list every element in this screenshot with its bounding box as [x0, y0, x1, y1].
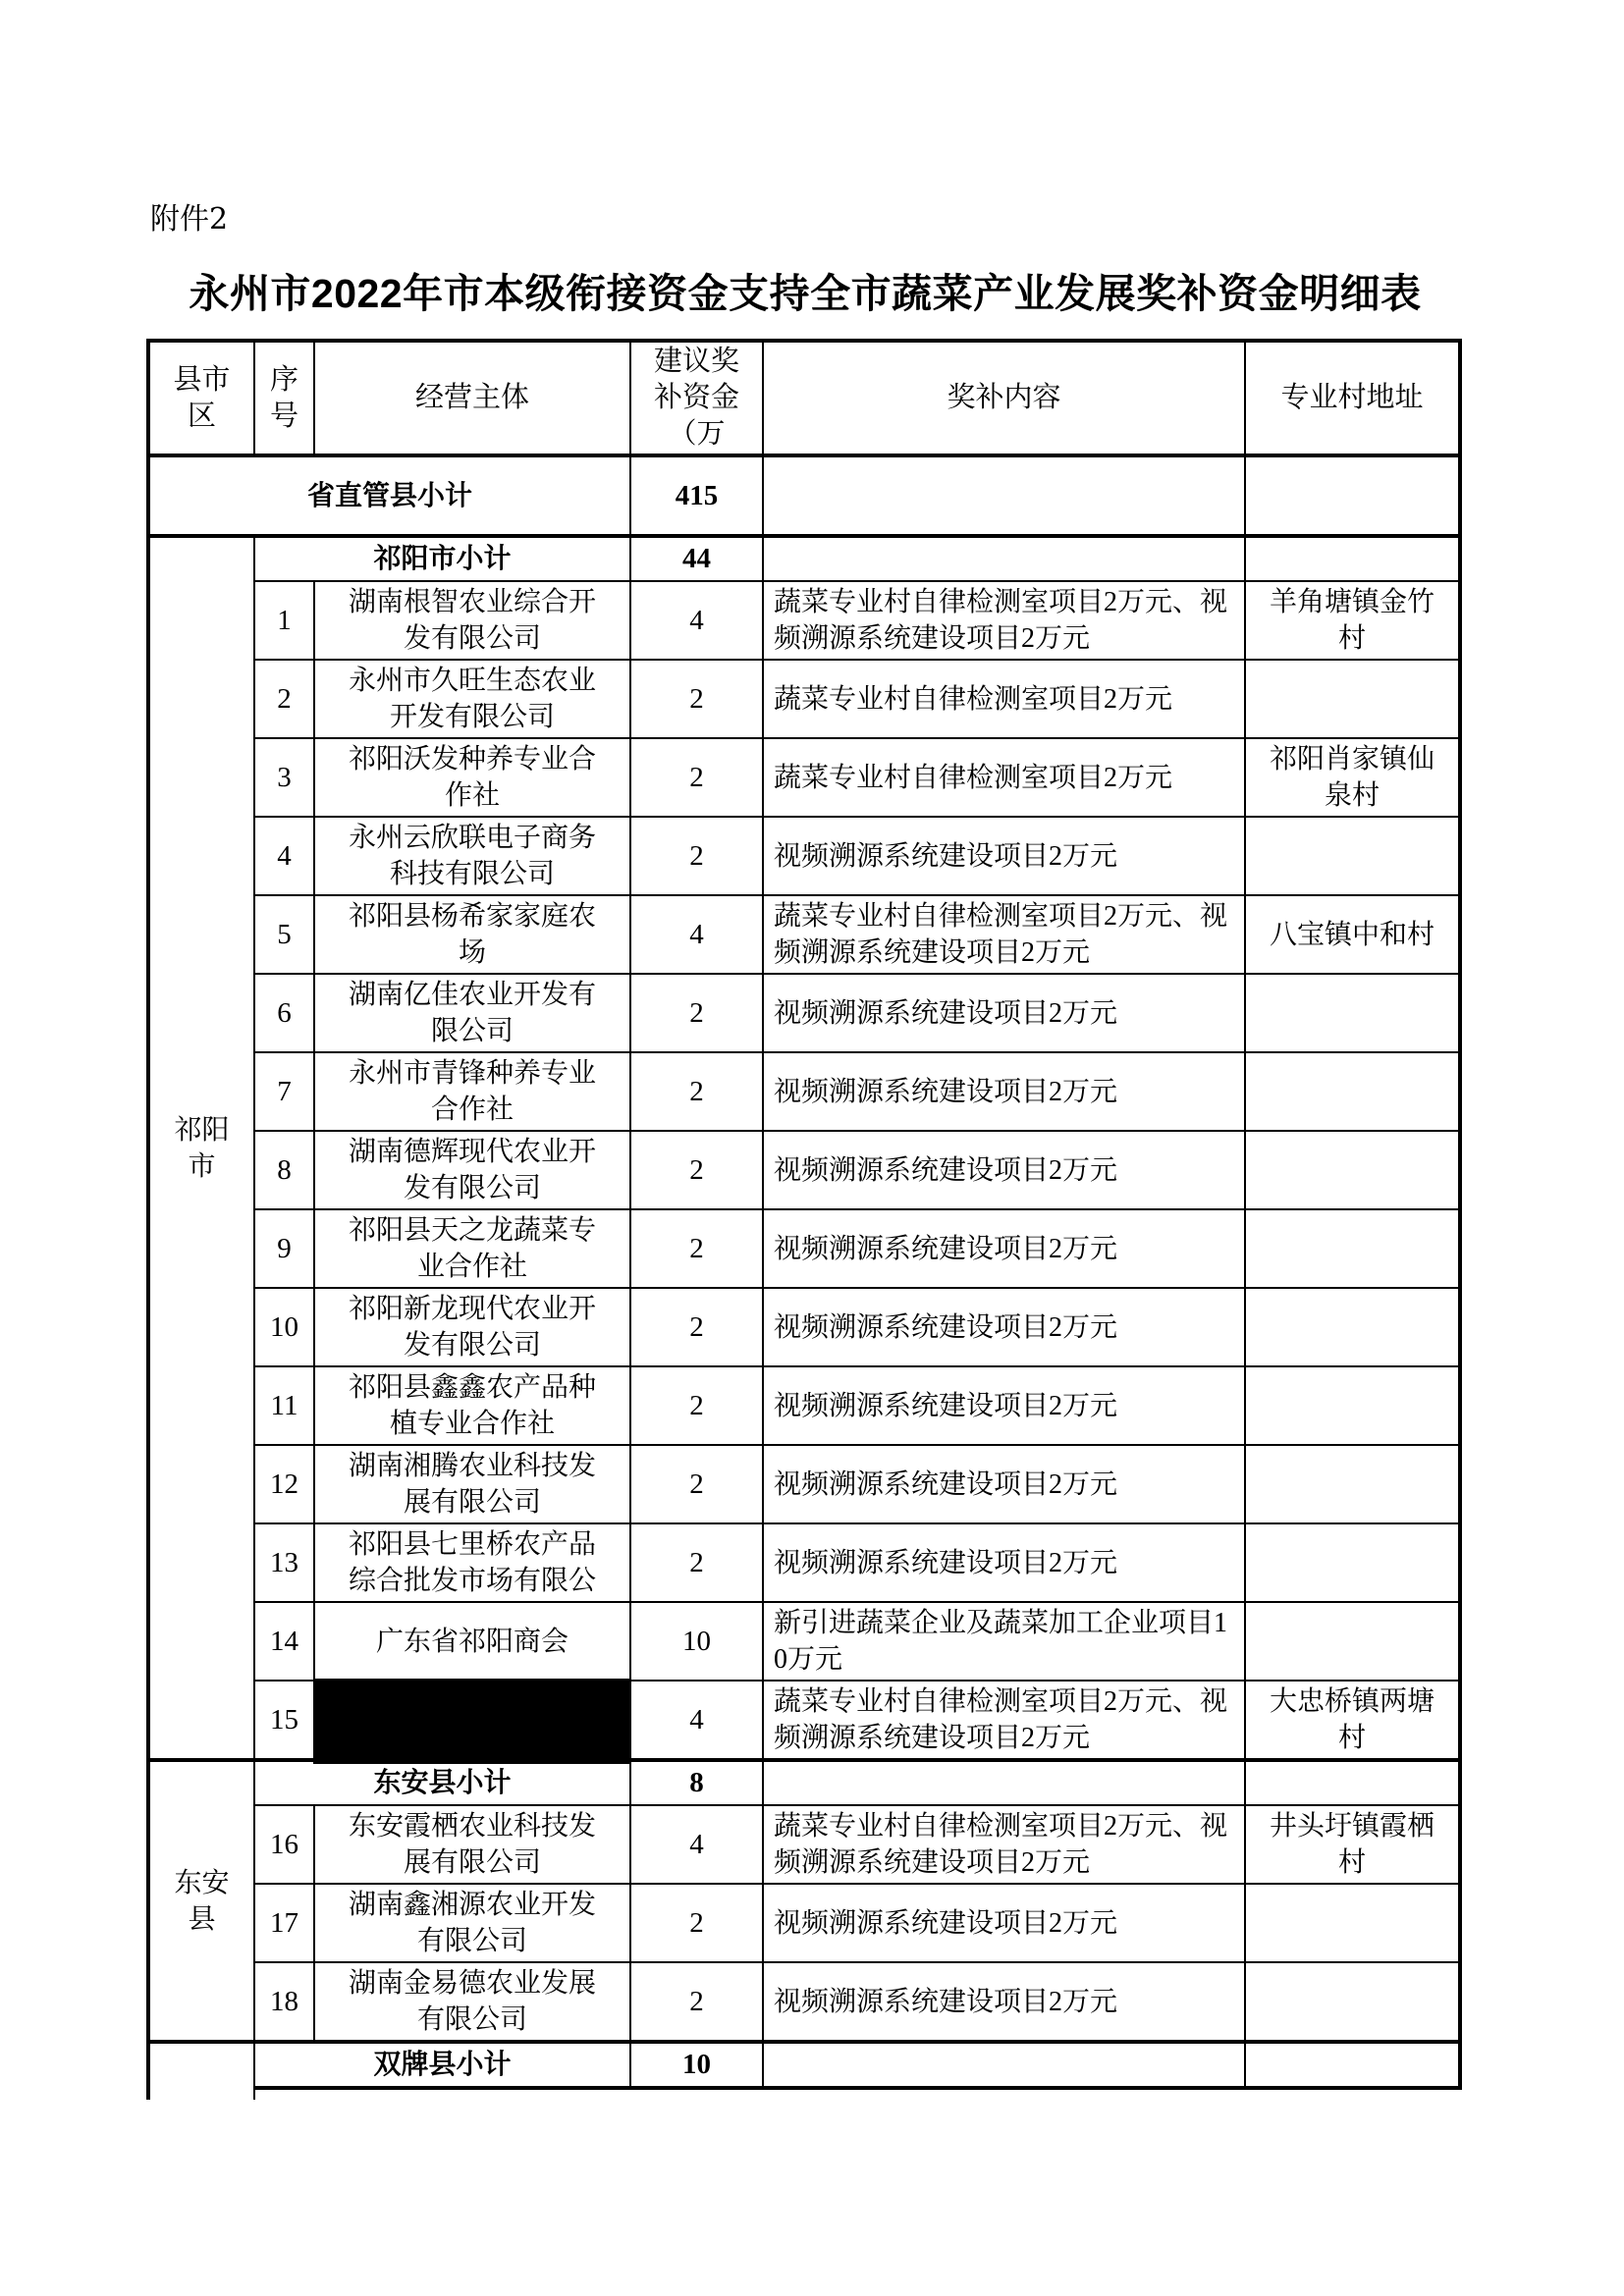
seq-cell: 6 — [254, 974, 314, 1052]
seq-cell: 18 — [254, 1962, 314, 2042]
subtotal-label: 东安县小计 — [254, 1760, 630, 1805]
name-cell: 永州云欣联电子商务科技有限公司 — [314, 817, 630, 895]
data-row — [148, 1602, 1460, 1681]
amount-cell: 415 — [630, 455, 763, 536]
seq-cell: 14 — [254, 1602, 314, 1681]
table-header-cell: 经营主体 — [314, 341, 630, 455]
attachment-label: 附件2 — [150, 202, 229, 237]
seq-cell: 8 — [254, 1131, 314, 1209]
subtotal-row — [148, 2042, 1460, 2088]
amount-cell: 2 — [630, 1366, 763, 1445]
table-header-cell: 建议奖补资金（万 — [630, 341, 763, 455]
content-cell: 视频溯源系统建设项目2万元 — [763, 1962, 1245, 2042]
name-cell: 永州市久旺生态农业开发有限公司 — [314, 660, 630, 738]
amount-cell: 10 — [630, 2042, 763, 2088]
amount-cell: 2 — [630, 1884, 763, 1962]
table-header-cell: 县市区 — [148, 341, 254, 455]
seq-cell: 4 — [254, 817, 314, 895]
data-row — [148, 1366, 1460, 1445]
amount-cell: 2 — [630, 1962, 763, 2042]
content-cell: 视频溯源系统建设项目2万元 — [763, 1366, 1245, 1445]
seq-cell: 2 — [254, 660, 314, 738]
data-row — [148, 1131, 1460, 1209]
content-cell: 蔬菜专业村自律检测室项目2万元、视频溯源系统建设项目2万元 — [763, 1681, 1245, 1760]
region-cell: 东安县 — [148, 1760, 254, 2042]
village-cell — [1245, 974, 1460, 1052]
table-header-cell: 专业村地址 — [1245, 341, 1460, 455]
content-cell: 视频溯源系统建设项目2万元 — [763, 1523, 1245, 1602]
name-cell: 东安霞栖农业科技发展有限公司 — [314, 1805, 630, 1884]
amount-cell: 2 — [630, 1445, 763, 1523]
village-cell — [1245, 1523, 1460, 1602]
seq-cell: 3 — [254, 738, 314, 817]
village-cell — [1245, 1288, 1460, 1366]
subtotal-row — [148, 536, 1460, 581]
subsidy-table-body — [148, 341, 1460, 2100]
amount-cell: 2 — [630, 1131, 763, 1209]
name-cell: 祁阳新龙现代农业开发有限公司 — [314, 1288, 630, 1366]
name-cell — [314, 1681, 630, 1760]
table-header-cell: 奖补内容 — [763, 341, 1245, 455]
name-cell: 祁阳沃发种养专业合作社 — [314, 738, 630, 817]
seq-cell: 16 — [254, 1805, 314, 1884]
content-cell: 视频溯源系统建设项目2万元 — [763, 1131, 1245, 1209]
village-cell — [1245, 1366, 1460, 1445]
data-row — [148, 974, 1460, 1052]
amount-cell: 2 — [630, 1209, 763, 1288]
name-cell: 湖南湘腾农业科技发展有限公司 — [314, 1445, 630, 1523]
data-row — [148, 1052, 1460, 1131]
name-cell: 永州市青锋种养专业合作社 — [314, 1052, 630, 1131]
amount-cell: 2 — [630, 1052, 763, 1131]
data-row — [148, 1445, 1460, 1523]
data-row — [148, 1805, 1460, 1884]
village-cell — [1245, 536, 1460, 581]
seq-cell: 13 — [254, 1523, 314, 1602]
seq-cell: 10 — [254, 1288, 314, 1366]
name-cell: 湖南金易德农业发展有限公司 — [314, 1962, 630, 2042]
page-title: 永州市2022年市本级衔接资金支持全市蔬菜产业发展奖补资金明细表 — [189, 271, 1422, 316]
region-cell: 祁阳市 — [148, 536, 254, 1760]
data-row — [148, 1962, 1460, 2042]
amount-cell: 44 — [630, 536, 763, 581]
data-row — [148, 660, 1460, 738]
name-cell: 广东省祁阳商会 — [314, 1602, 630, 1681]
content-cell: 视频溯源系统建设项目2万元 — [763, 1445, 1245, 1523]
amount-cell: 2 — [630, 817, 763, 895]
seq-cell: 9 — [254, 1209, 314, 1288]
village-cell: 大忠桥镇两塘村 — [1245, 1681, 1460, 1760]
content-cell — [763, 1760, 1245, 1805]
amount-cell: 4 — [630, 1681, 763, 1760]
data-row — [148, 895, 1460, 974]
cutoff-stub-row — [148, 2088, 1460, 2100]
subtotal-label: 双牌县小计 — [254, 2042, 630, 2088]
amount-cell: 10 — [630, 1602, 763, 1681]
content-cell: 蔬菜专业村自律检测室项目2万元、视频溯源系统建设项目2万元 — [763, 1805, 1245, 1884]
seq-cell: 11 — [254, 1366, 314, 1445]
data-row — [148, 817, 1460, 895]
seq-cell: 1 — [254, 581, 314, 660]
village-cell — [1245, 1602, 1460, 1681]
village-cell — [1245, 2042, 1460, 2088]
amount-cell: 2 — [630, 974, 763, 1052]
grand-subtotal-row — [148, 455, 1460, 536]
content-cell: 视频溯源系统建设项目2万元 — [763, 974, 1245, 1052]
village-cell: 祁阳肖家镇仙泉村 — [1245, 738, 1460, 817]
seq-cell: 5 — [254, 895, 314, 974]
redaction-box — [313, 1679, 631, 1764]
village-cell: 井头圩镇霞栖村 — [1245, 1805, 1460, 1884]
name-cell: 祁阳县七里桥农产品综合批发市场有限公 — [314, 1523, 630, 1602]
table-header-row — [148, 341, 1460, 455]
name-cell: 祁阳县天之龙蔬菜专业合作社 — [314, 1209, 630, 1288]
content-cell: 蔬菜专业村自律检测室项目2万元、视频溯源系统建设项目2万元 — [763, 895, 1245, 974]
name-cell: 祁阳县鑫鑫农产品种植专业合作社 — [314, 1366, 630, 1445]
content-cell: 蔬菜专业村自律检测室项目2万元 — [763, 738, 1245, 817]
grand-subtotal-label: 省直管县小计 — [148, 455, 630, 536]
amount-cell: 4 — [630, 895, 763, 974]
content-cell: 视频溯源系统建设项目2万元 — [763, 1884, 1245, 1962]
content-cell: 视频溯源系统建设项目2万元 — [763, 1288, 1245, 1366]
village-cell — [1245, 1052, 1460, 1131]
data-row — [148, 581, 1460, 660]
name-cell: 湖南德辉现代农业开发有限公司 — [314, 1131, 630, 1209]
name-cell: 祁阳县杨希家家庭农场 — [314, 895, 630, 974]
amount-cell: 2 — [630, 1288, 763, 1366]
region-cell — [148, 2042, 254, 2100]
table-header-cell: 序号 — [254, 341, 314, 455]
name-cell: 湖南亿佳农业开发有限公司 — [314, 974, 630, 1052]
village-cell — [1245, 817, 1460, 895]
content-cell: 蔬菜专业村自律检测室项目2万元 — [763, 660, 1245, 738]
data-row — [148, 738, 1460, 817]
village-cell — [1245, 1131, 1460, 1209]
content-cell — [763, 536, 1245, 581]
subsidy-table — [146, 339, 1462, 2100]
data-row — [148, 1523, 1460, 1602]
amount-cell: 2 — [630, 738, 763, 817]
subtotal-label: 祁阳市小计 — [254, 536, 630, 581]
village-cell — [1245, 455, 1460, 536]
content-cell: 视频溯源系统建设项目2万元 — [763, 1209, 1245, 1288]
name-cell: 湖南根智农业综合开发有限公司 — [314, 581, 630, 660]
village-cell: 八宝镇中和村 — [1245, 895, 1460, 974]
village-cell: 羊角塘镇金竹村 — [1245, 581, 1460, 660]
village-cell — [1245, 1445, 1460, 1523]
seq-cell: 7 — [254, 1052, 314, 1131]
subtotal-row — [148, 1760, 1460, 1805]
village-cell — [1245, 1962, 1460, 2042]
content-cell: 视频溯源系统建设项目2万元 — [763, 1052, 1245, 1131]
data-row — [148, 1288, 1460, 1366]
seq-cell: 17 — [254, 1884, 314, 1962]
village-cell — [1245, 660, 1460, 738]
content-cell — [763, 2042, 1245, 2088]
amount-cell: 4 — [630, 581, 763, 660]
data-row — [148, 1209, 1460, 1288]
village-cell — [1245, 1760, 1460, 1805]
content-cell: 新引进蔬菜企业及蔬菜加工企业项目10万元 — [763, 1602, 1245, 1681]
amount-cell: 8 — [630, 1760, 763, 1805]
content-cell — [763, 455, 1245, 536]
content-cell: 视频溯源系统建设项目2万元 — [763, 817, 1245, 895]
stub-fill — [254, 2088, 1460, 2100]
village-cell — [1245, 1884, 1460, 1962]
data-row — [148, 1884, 1460, 1962]
amount-cell: 4 — [630, 1805, 763, 1884]
name-cell: 湖南鑫湘源农业开发有限公司 — [314, 1884, 630, 1962]
seq-cell: 15 — [254, 1681, 314, 1760]
amount-cell: 2 — [630, 660, 763, 738]
amount-cell: 2 — [630, 1523, 763, 1602]
content-cell: 蔬菜专业村自律检测室项目2万元、视频溯源系统建设项目2万元 — [763, 581, 1245, 660]
seq-cell: 12 — [254, 1445, 314, 1523]
village-cell — [1245, 1209, 1460, 1288]
data-row — [148, 1681, 1460, 1760]
